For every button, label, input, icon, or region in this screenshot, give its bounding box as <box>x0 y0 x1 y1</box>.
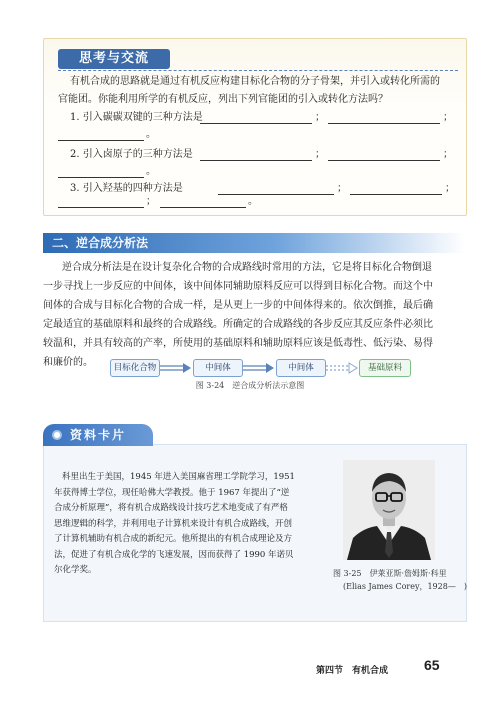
period: 。 <box>146 129 156 140</box>
semicolon: ； <box>443 149 453 160</box>
period: 。 <box>248 196 258 207</box>
footer-section-title: 第四节 有机合成 <box>316 666 389 676</box>
question-3: 3. 引入羟基的四种方法是 <box>70 183 183 194</box>
section-title: 二、逆合成分析法 <box>52 236 149 250</box>
answer-blank[interactable] <box>328 160 440 161</box>
diagram-box-intermediate: 中间体 <box>276 359 326 377</box>
diagram-box-target-compound: 目标化合物 <box>110 359 160 377</box>
question-1: 1. 引入碳碳双键的三种方法是 <box>70 112 203 123</box>
discussion-title: 思考与交流 <box>58 49 170 69</box>
semicolon: ； <box>315 112 325 123</box>
semicolon: ； <box>315 149 325 160</box>
discussion-intro-line-2: 官能团。你能利用所学的有机反应，列出下列官能团的引入或转化方法吗？ <box>58 94 388 105</box>
discussion-intro-line-1: 有机合成的思路就是通过有机反应构建目标化合物的分子骨架，并引入或转化所需的 <box>70 76 440 87</box>
card-text-line: 科里出生于美国，1945 年进入美国麻省理工学院学习，1951 <box>62 472 295 482</box>
semicolon: ； <box>146 196 156 207</box>
answer-blank[interactable] <box>58 207 144 208</box>
card-text-line: 思维逻辑的科学，并利用电子计算机来设计有机合成路线，开创 <box>54 519 293 529</box>
paragraph-line: 较温和，并具有较高的产率，所使用的基础原料和辅助原料应该是低毒性、低污染、易得 <box>43 338 433 349</box>
figure-caption: 图 3-24 逆合成分析法示意图 <box>195 381 305 390</box>
semicolon: ； <box>337 183 347 194</box>
diagram-box-intermediate: 中间体 <box>193 359 243 377</box>
period: 。 <box>146 166 156 177</box>
answer-blank[interactable] <box>58 140 144 141</box>
arrow-icon <box>243 360 275 376</box>
discussion-divider <box>58 70 458 71</box>
bullet-icon <box>52 430 62 440</box>
photo-caption-dates: (Elias James Corey，1928— ) <box>343 582 467 591</box>
paragraph-line: 逆合成分析法是在设计复杂化合物的合成路线时常用的方法，它是将目标化合物倒退 <box>62 262 432 273</box>
answer-blank[interactable] <box>218 194 334 195</box>
answer-blank[interactable] <box>200 160 312 161</box>
card-text-line: 年获得博士学位，现任哈佛大学教授。他于 1967 年提出了“逆 <box>54 488 290 498</box>
photo-caption: 图 3-25 伊莱亚斯·詹姆斯·科里 <box>333 569 447 578</box>
paragraph-line: 一步寻找上一步反应的中间体，该中间体同辅助原料反应可以得到目标化合物。而这个中 <box>43 281 433 292</box>
card-text-line: 了计算机辅助有机合成的新纪元。他所提出的有机合成理论及方 <box>54 534 293 544</box>
answer-blank[interactable] <box>350 194 442 195</box>
card-text-line: 尔化学奖。 <box>54 565 97 575</box>
answer-blank[interactable] <box>160 207 246 208</box>
answer-blank[interactable] <box>58 177 144 178</box>
semicolon: ； <box>445 183 455 194</box>
arrow-icon <box>160 360 192 376</box>
card-text-line: 合成分析原理”，将有机合成路线设计技巧艺术地变成了有严格 <box>54 503 288 513</box>
paragraph-line: 定最适宜的基础原料和最终的合成路线。所确定的合成路线的各步反应其反应条件必须比 <box>43 319 433 330</box>
diagram-box-base-material: 基础原料 <box>359 359 411 377</box>
answer-blank[interactable] <box>200 123 312 124</box>
answer-blank[interactable] <box>328 123 440 124</box>
semicolon: ； <box>443 112 453 123</box>
info-card-title: 资料卡片 <box>70 428 127 442</box>
paragraph-line: 间体的合成与目标化合物的合成一样，是从更上一步的中间体得来的。依次倒推，最后确 <box>43 300 433 311</box>
card-text-line: 法，促进了有机合成化学的飞速发展，因而获得了 1990 年诺贝 <box>54 550 294 560</box>
page-number: 65 <box>424 657 440 673</box>
question-2: 2. 引入卤原子的三种方法是 <box>70 149 193 160</box>
dashed-arrow-icon <box>326 360 358 376</box>
portrait-photo <box>343 460 435 560</box>
paragraph-line: 和廉价的。 <box>43 357 93 368</box>
